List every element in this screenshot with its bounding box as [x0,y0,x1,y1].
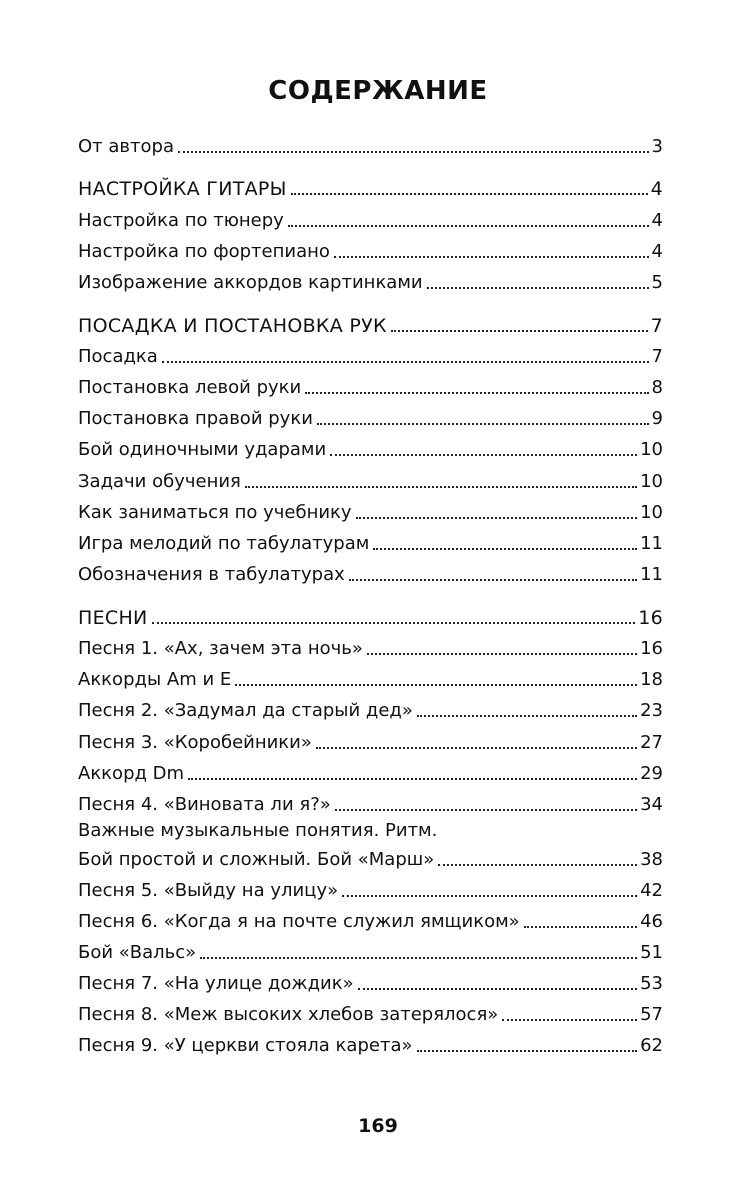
toc-entry [78,694,663,722]
toc-entry [78,371,663,399]
toc-entry-page: 29 [640,763,663,784]
dot-leader [356,517,638,519]
dot-leader [427,287,649,289]
toc-entry-label: Обозначения в табулатурах [78,564,345,585]
dot-leader [438,864,637,866]
toc-entry-label: НАСТРОЙКА ГИТАРЫ [78,178,287,200]
toc-entry-page: 53 [640,973,663,994]
dot-leader [373,548,637,550]
toc-entry [78,235,663,263]
dot-leader [524,926,637,928]
toc-entry-label: ПЕСНИ [78,607,148,629]
toc-entry [78,465,663,493]
toc-entry [78,788,663,816]
dot-leader [235,684,637,686]
toc-entry-page: 7 [650,315,663,337]
toc-entry [78,726,663,754]
toc-section [78,309,663,337]
toc-entry-label: Песня 2. «Задумал да старый дед» [78,700,413,721]
toc-entry-label: Аккорды Am и E [78,669,232,690]
toc-entry [78,433,663,461]
toc-entry-label: Песня 8. «Меж высоких хлебов затерялося» [78,1004,499,1025]
dot-leader [367,653,637,655]
toc-entry-page: 34 [640,794,663,815]
toc-entry-page: 8 [651,377,663,398]
toc-entry [78,527,663,555]
toc-entry-page: 57 [640,1004,663,1025]
toc-entry-page: 4 [650,178,663,200]
toc-entry-label: Постановка правой руки [78,408,313,429]
toc-entry [78,340,663,368]
dot-leader [335,809,637,811]
dot-leader [316,747,637,749]
toc-entry [78,130,663,158]
dot-leader [342,895,637,897]
toc-entry [78,496,663,524]
toc-entry-label: Посадка [78,346,158,367]
toc-entry [78,757,663,785]
toc-entry-label: Аккорд Dm [78,763,185,784]
toc-entry-label: Песня 1. «Ах, зачем эта ночь» [78,638,363,659]
toc-entry [78,1029,663,1057]
toc-entry-label: Задачи обучения [78,471,241,492]
dot-leader [330,454,637,456]
dot-leader [188,778,637,780]
toc-entry-label: Песня 9. «У церкви стояла карета» [78,1035,413,1056]
toc-entry-label: Песня 4. «Виновата ли я?» [78,794,331,815]
toc-entry-page: 10 [640,439,663,460]
toc-entry-page: 11 [640,533,663,554]
page-title: СОДЕРЖАНИЕ [268,76,488,106]
toc-entry-page: 62 [640,1035,663,1056]
toc-entry-label: Песня 5. «Выйду на улицу» [78,880,339,901]
toc-entry [78,632,663,660]
toc-entry [78,266,663,294]
toc-entry-label: ПОСАДКА И ПОСТАНОВКА РУК [78,315,387,337]
toc-section [78,172,663,200]
toc-entry-label: Бой простой и сложный. Бой «Марш» [78,849,435,870]
toc-entry-page: 5 [651,272,663,293]
dot-leader [288,225,649,227]
toc-entry-label: Песня 6. «Когда я на почте служил ямщиком» [78,911,520,932]
toc-entry-first-line: Важные музыкальные понятия. Ритм. [78,820,438,841]
toc-entry [78,936,663,964]
dot-leader [334,256,649,258]
dot-leader [178,151,649,153]
toc-entry [78,905,663,933]
table-of-contents [78,0,663,1181]
toc-entry-page: 9 [651,408,663,429]
dot-leader [391,330,648,332]
toc-section [78,601,663,629]
toc-entry-page: 46 [640,911,663,932]
toc-entry-page: 7 [651,346,663,367]
toc-entry-label: Игра мелодий по табулатурам [78,533,370,554]
toc-entry-page: 10 [640,502,663,523]
toc-entry-page: 10 [640,471,663,492]
toc-entry [78,663,663,691]
toc-entry-page: 42 [640,880,663,901]
toc-entry-label: Как заниматься по учебнику [78,502,352,523]
dot-leader [417,715,637,717]
dot-leader [358,988,637,990]
dot-leader [317,423,649,425]
toc-entry-page: 27 [640,732,663,753]
page-number: 169 [358,1115,398,1137]
toc-entry-page: 3 [651,136,663,157]
toc-entry-label: Изображение аккордов картинками [78,272,423,293]
dot-leader [417,1050,638,1052]
dot-leader [305,392,648,394]
toc-entry-page: 11 [640,564,663,585]
toc-entry-page: 51 [640,942,663,963]
toc-entry [78,204,663,232]
dot-leader [349,579,637,581]
toc-entry-page: 16 [638,607,663,629]
toc-entry-label: Настройка по тюнеру [78,210,284,231]
dot-leader [291,193,648,195]
toc-entry-label: Бой одиночными ударами [78,439,327,460]
toc-entry [78,843,663,871]
toc-entry-page: 4 [651,241,663,262]
dot-leader [152,622,636,624]
toc-entry [78,558,663,586]
toc-entry-page: 38 [640,849,663,870]
dot-leader [162,361,649,363]
toc-entry-label: От автора [78,136,174,157]
dot-leader [502,1019,637,1021]
toc-entry-page: 23 [640,700,663,721]
toc-entry-label: Постановка левой руки [78,377,302,398]
dot-leader [200,957,637,959]
toc-entry-page: 18 [640,669,663,690]
toc-entry-page: 16 [640,638,663,659]
toc-entry [78,967,663,995]
toc-entry-label: Бой «Вальс» [78,942,197,963]
toc-entry-label: Песня 7. «На улице дождик» [78,973,354,994]
dot-leader [245,486,637,488]
toc-entry-label: Настройка по фортепиано [78,241,330,262]
toc-entry-label: Песня 3. «Коробейники» [78,732,312,753]
toc-entry [78,998,663,1026]
toc-entry [78,874,663,902]
toc-entry-page: 4 [651,210,663,231]
toc-entry [78,402,663,430]
